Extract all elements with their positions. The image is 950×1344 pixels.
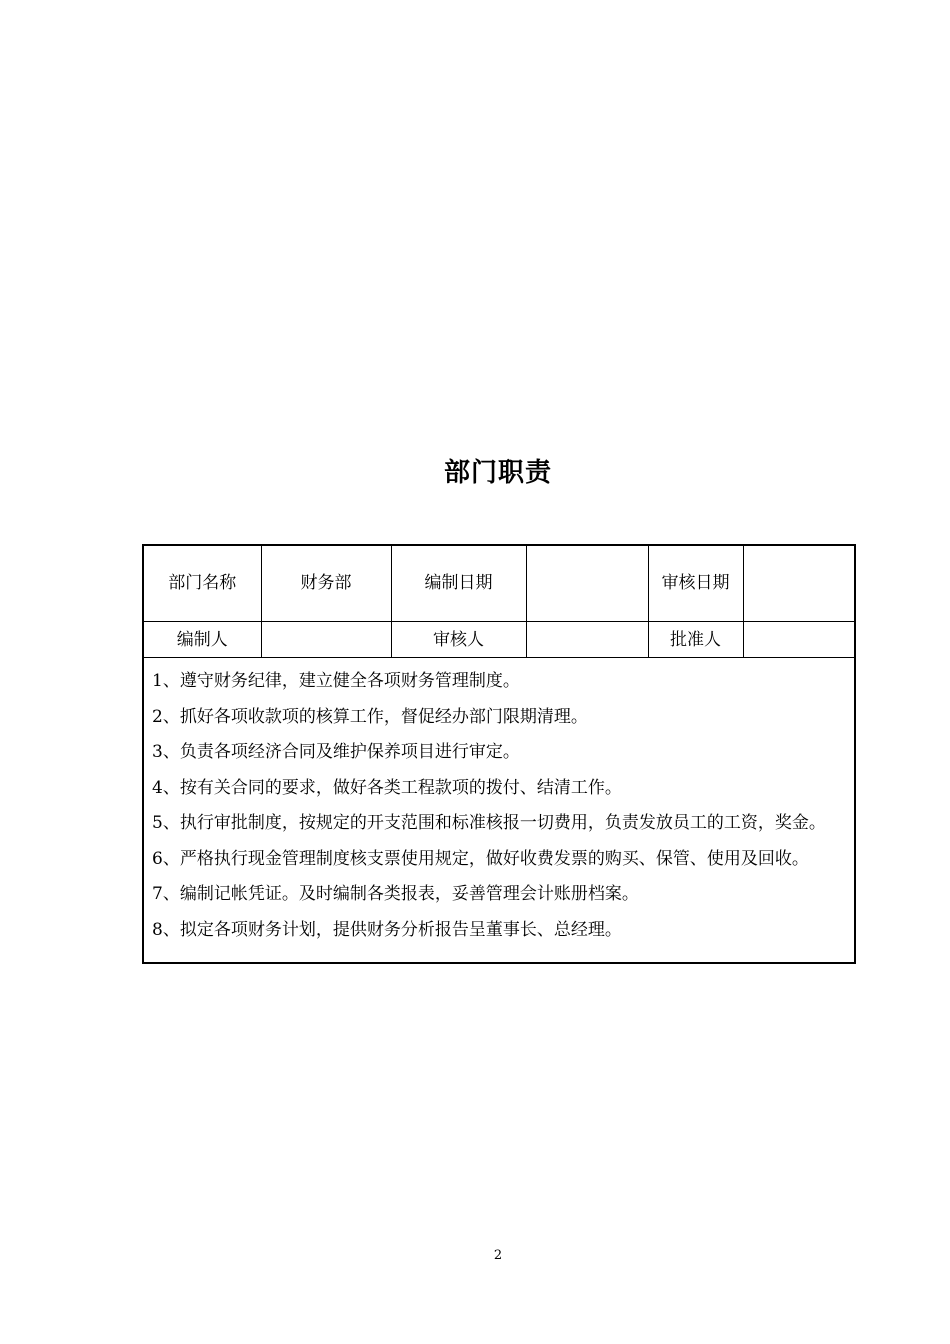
duty-item-8: 8、拟定各项财务计划，提供财务分析报告呈董事长、总经理。 bbox=[152, 919, 622, 940]
page-title: 部门职责 bbox=[443, 458, 552, 488]
approver-label: 批准人 bbox=[648, 622, 743, 658]
review-date-label: 审核日期 bbox=[648, 545, 743, 622]
review-date-value bbox=[743, 545, 855, 622]
reviewer-label: 审核人 bbox=[391, 622, 526, 658]
compile-date-value bbox=[526, 545, 648, 622]
department-duties-table bbox=[142, 544, 856, 964]
duty-item-3: 3、负责各项经济合同及维护保养项目进行审定。 bbox=[152, 742, 520, 762]
duty-item-4: 4、按有关合同的要求，做好各类工程款项的拨付、结清工作。 bbox=[152, 777, 622, 798]
duty-item-6: 6、严格执行现金管理制度核支票使用规定，做好收费发票的购买、保管、使用及回收。 bbox=[152, 848, 809, 869]
duty-item-2: 2、抓好各项收款项的核算工作，督促经办部门限期清理。 bbox=[152, 706, 588, 727]
page-number: 2 bbox=[493, 1248, 503, 1263]
table-row bbox=[143, 658, 855, 964]
compiler-value bbox=[261, 622, 391, 658]
duty-item-7: 7、编制记帐凭证。及时编制各类报表，妥善管理会计账册档案。 bbox=[152, 884, 639, 904]
dept-name-label: 部门名称 bbox=[143, 545, 261, 622]
compile-date-label: 编制日期 bbox=[391, 545, 526, 622]
compiler-label: 编制人 bbox=[143, 622, 261, 658]
duty-item-1: 1、遵守财务纪律，建立健全各项财务管理制度。 bbox=[152, 671, 520, 691]
table-row bbox=[143, 545, 855, 622]
dept-name-value: 财务部 bbox=[261, 545, 391, 622]
reviewer-value bbox=[526, 622, 648, 658]
duty-item-5: 5、执行审批制度，按规定的开支范围和标准核报一切费用，负责发放员工的工资，奖金。 bbox=[152, 813, 826, 833]
duties-cell bbox=[143, 658, 855, 964]
table-row bbox=[143, 622, 855, 658]
approver-value bbox=[743, 622, 855, 658]
